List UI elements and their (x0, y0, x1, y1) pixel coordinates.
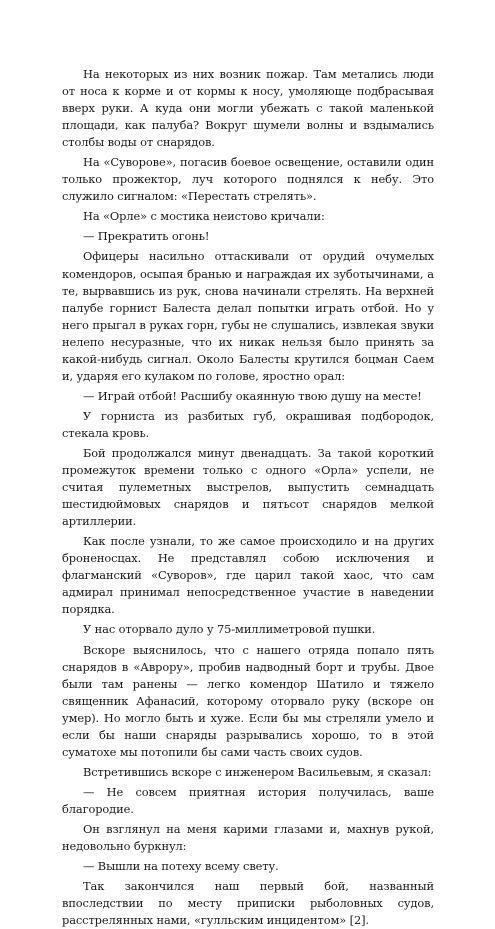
paragraph: Офицеры насильно оттаскивали от орудий очумелых комендоров, осыпая бранью и награждая их зуботычинами, а те, вырвавшись из рук, снова начинали стрелять. На верхней палубе горнист Балеста делал попытки играть отбой. Но у него прыгал в руках горн, губы не слушались, извлекая звуки нелепо несуразные, что их никак нельзя было принять за какой-нибудь сигнал. Около Балесты крутился боцман Саем и, ударяя его кулаком по голове, яростно орал: (62, 249, 434, 383)
paragraph: — Играй отбой! Расшибу окаянную твою душу на месте! (83, 388, 422, 403)
paragraph: — Прекратить огонь! (83, 229, 210, 244)
paragraph: Встретившись вскоре с инженером Васильевым, я сказал: (83, 764, 432, 779)
paragraph: — Не совсем приятная история получилась, ваше благородие. (62, 784, 434, 816)
paragraph: Как после узнали, то же самое происходило и на других броненосцах. Не представлял собою исключения и флагманский «Суворов», где царил такой хаос, что сам адмирал принимал непосредственное участие в наведении порядка. (62, 534, 434, 617)
paragraph: На «Суворове», погасив боевое освещение, оставили один только прожектор, луч которого поднялся к небу. Это служило сигналом: «Перестать стрелять». (62, 155, 434, 204)
paragraph: На «Орле» с мостика неистово кричали: (83, 209, 325, 224)
paragraph: У горниста из разбитых губ, окрашивая подбородок, стекала кровь. (62, 408, 434, 440)
paragraph: Вскоре выяснилось, что с нашего отряда попало пять снарядов в «Аврору», пробив надводный борт и трубы. Двое были там ранены — легко комендор Шатило и тяжело священник Афанасий, которому оторвало руку (вскоре он умер). Но могло быть и хуже. Если бы мы стреляли умело и если бы наши снаряды разрывались хорошо, то в этой суматохе мы потопили бы сами часть своих судов. (62, 642, 434, 759)
paragraph: У нас оторвало дуло у 75-миллиметровой пушки. (83, 622, 376, 637)
paragraph: Так закончился наш первый бой, названный впоследствии по месту приписки рыболовных судов, расстрелянных нами, «гулльским инцидентом» [2]. (62, 879, 434, 928)
paragraph: — Вышли на потеху всему свету. (83, 859, 279, 874)
paragraph: Он взглянул на меня карими глазами и, махнув рукой, недовольно буркнул: (62, 821, 434, 854)
paragraph: На некоторых из них возник пожар. Там метались люди от носа к корме и от кормы к носу, умоляюще подбрасывая вверх руки. А куда они могли убежать с такой маленькой площади, как палуба? Вокруг шумели волны и вздымались столбы воды от снарядов. (62, 67, 434, 150)
paragraph: Бой продолжался минут двенадцать. За такой короткий промежуток времени только с одного «Орла» успели, не считая пулеметных выстрелов, выпустить семнадцать шестидюймовых снарядов и пятьсот снарядов мелкой артиллерии. (62, 445, 434, 529)
